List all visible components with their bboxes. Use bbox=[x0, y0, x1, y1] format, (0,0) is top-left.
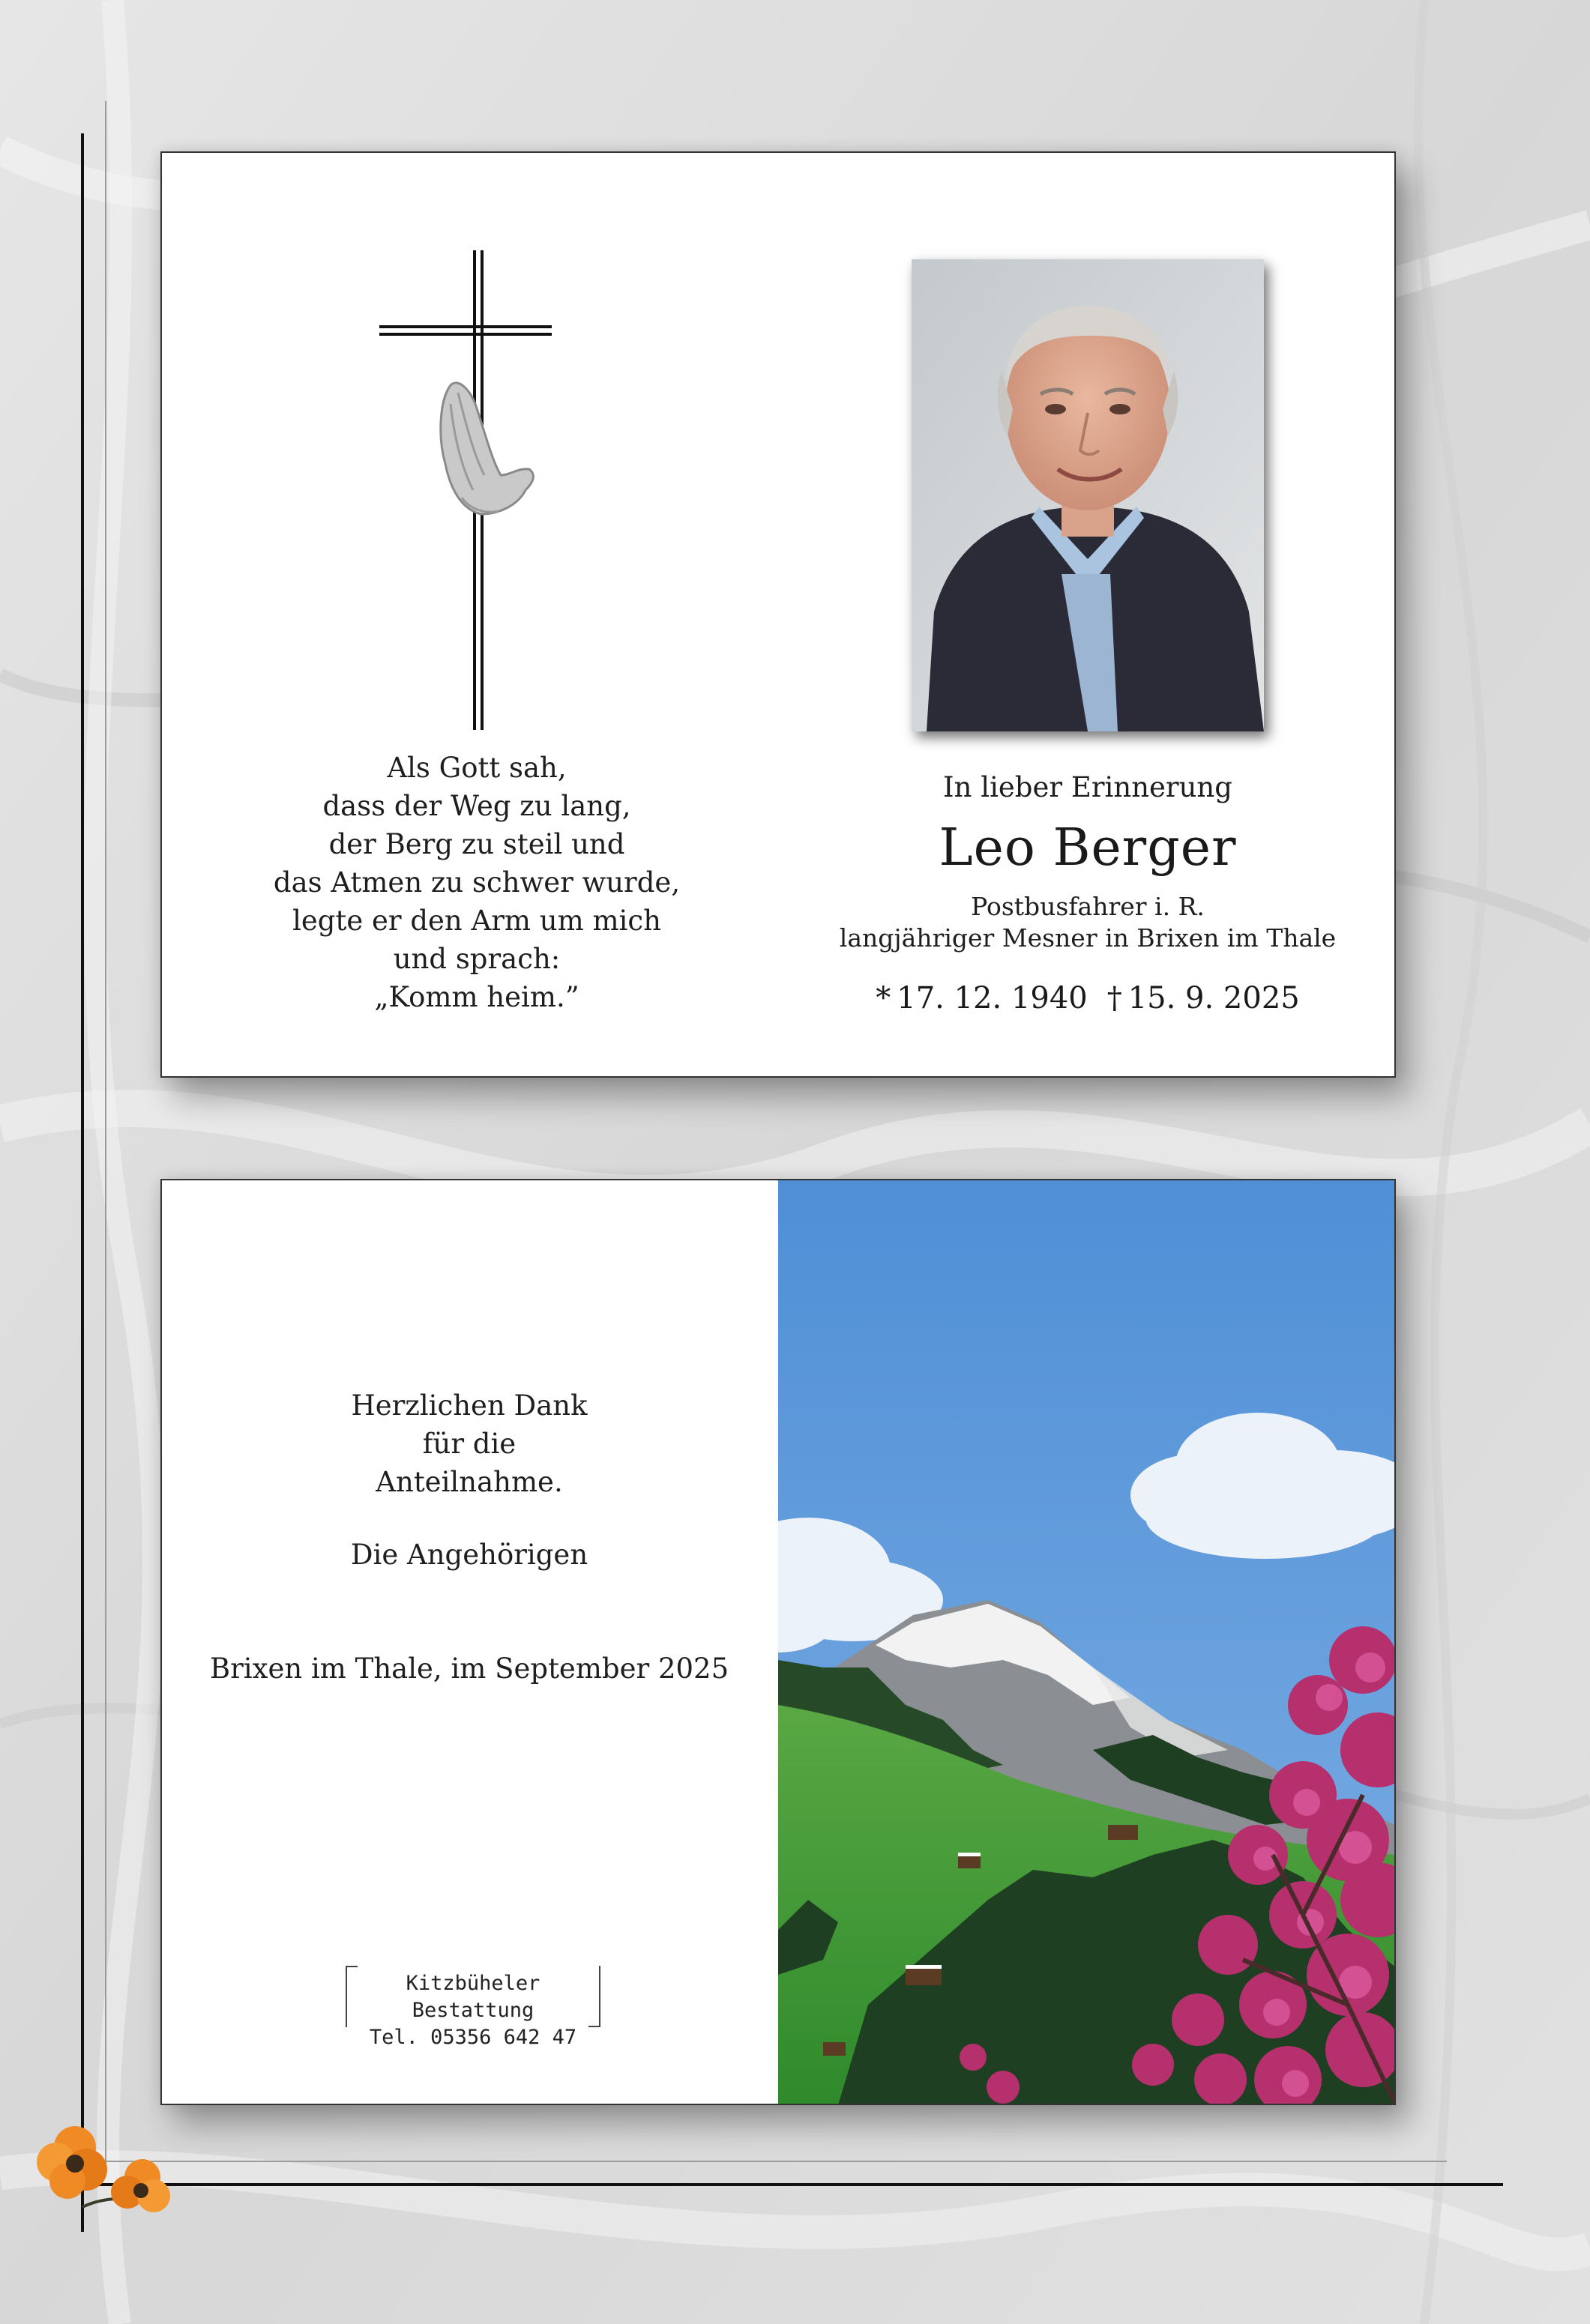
memorial-card-front bbox=[160, 151, 1396, 1078]
cross-icon bbox=[379, 250, 574, 745]
portrait-photo bbox=[912, 259, 1264, 731]
birth-date: 17. 12. 1940 bbox=[897, 981, 1088, 1015]
poppy-flower-icon bbox=[30, 2117, 172, 2222]
family-signature: Die Angehörigen bbox=[350, 1539, 588, 1571]
mountain-landscape-photo bbox=[778, 1180, 1396, 2105]
in-memory-label: In lieber Erinnerung bbox=[943, 771, 1232, 803]
memorial-card-back bbox=[160, 1179, 1396, 2105]
frame-bottom-thin-line bbox=[97, 2161, 1447, 2162]
death-symbol: † bbox=[1106, 981, 1122, 1015]
praying-hands-icon bbox=[441, 383, 534, 514]
poem bbox=[252, 749, 702, 1016]
occupation-line: langjähriger Mesner in Brixen im Thale bbox=[839, 923, 1337, 953]
frame-left-thin-line bbox=[105, 101, 106, 2170]
poem-line: „Komm heim.” bbox=[374, 981, 579, 1013]
frame-left-line bbox=[81, 133, 84, 2232]
thanks-message bbox=[207, 1386, 732, 1501]
death-date: 15. 9. 2025 bbox=[1127, 981, 1300, 1015]
undertaker-name: Kitzbüheler Bestattung bbox=[406, 1972, 540, 2022]
deceased-name: Leo Berger bbox=[939, 818, 1237, 878]
thanks-line: für die bbox=[422, 1428, 517, 1460]
poem-line: Als Gott sah, bbox=[387, 752, 567, 784]
thanks-line: Anteilnahme. bbox=[376, 1466, 563, 1498]
place-and-date: Brixen im Thale, im September 2025 bbox=[209, 1653, 729, 1685]
poem-line: und sprach: bbox=[393, 943, 561, 975]
frame-bottom-line bbox=[71, 2183, 1503, 2186]
life-dates bbox=[837, 981, 1339, 1015]
undertaker-phone: Tel. 05356 642 47 bbox=[369, 2026, 577, 2049]
occupation bbox=[837, 891, 1339, 954]
occupation-line: Postbusfahrer i. R. bbox=[971, 892, 1205, 921]
poem-line: das Atmen zu schwer wurde, bbox=[273, 866, 681, 899]
birth-symbol: * bbox=[876, 981, 891, 1015]
poem-line: der Berg zu steil und bbox=[328, 828, 625, 860]
poem-line: legte er den Arm um mich bbox=[292, 905, 661, 937]
poem-line: dass der Weg zu lang, bbox=[322, 790, 631, 822]
undertaker-stamp bbox=[346, 1966, 600, 2049]
thanks-line: Herzlichen Dank bbox=[351, 1389, 588, 1422]
